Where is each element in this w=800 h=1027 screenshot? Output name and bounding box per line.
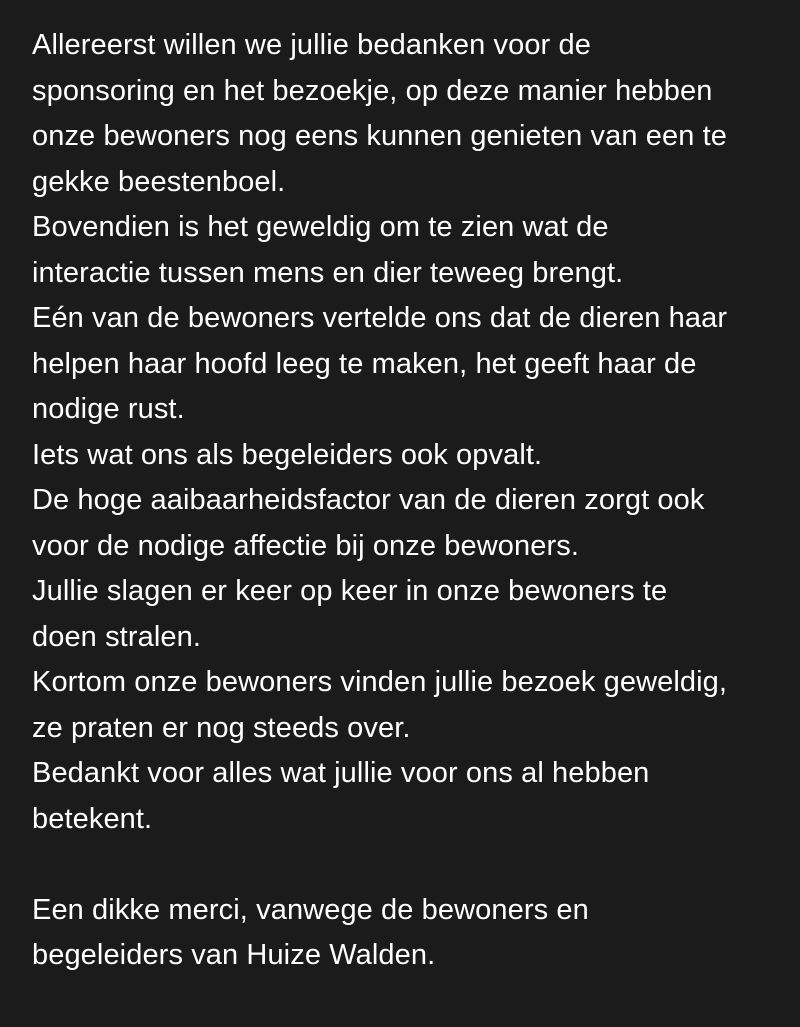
- message-line: interactie tussen mens en dier teweeg brengt.: [32, 256, 624, 289]
- message-line: Iets wat ons als begeleiders ook opvalt.: [32, 438, 543, 471]
- closing-line: begeleiders van Huize Walden.: [32, 939, 436, 971]
- message-line: De hoge aaibaarheidsfactor van de dieren zorgt ook: [32, 484, 705, 516]
- message-line: voor de nodige affectie bij onze bewoners.: [32, 529, 579, 562]
- message-line: onze bewoners nog eens kunnen genieten van een te: [32, 120, 727, 152]
- message-line: Kortom onze bewoners vinden jullie bezoek geweldig,: [32, 666, 728, 698]
- closing-line: Een dikke merci, vanwege de bewoners en: [32, 893, 589, 926]
- message-line: Bedankt voor alles wat jullie voor ons al hebben: [32, 757, 650, 789]
- message-line: gekke beestenboel.: [32, 165, 286, 198]
- message-line: ze praten er nog steeds over.: [32, 711, 411, 744]
- message-line: sponsoring en het bezoekje, op deze manier hebben: [32, 74, 713, 107]
- message-line: Jullie slagen er keer op keer in onze bewoners te: [32, 575, 668, 607]
- message-text: [32, 23, 782, 979]
- message-line: betekent.: [32, 802, 153, 835]
- message-line: nodige rust.: [32, 393, 185, 425]
- message-line: helpen haar hoofd leeg te maken, het geeft haar de: [32, 347, 697, 380]
- message-line: Allereerst willen we jullie bedanken voor de: [32, 29, 591, 61]
- message-line: Bovendien is het geweldig om te zien wat de: [32, 211, 609, 243]
- paragraph-gap: [32, 842, 782, 888]
- message-line: doen stralen.: [32, 620, 201, 653]
- message-line: Eén van de bewoners vertelde ons dat de dieren haar: [32, 302, 728, 334]
